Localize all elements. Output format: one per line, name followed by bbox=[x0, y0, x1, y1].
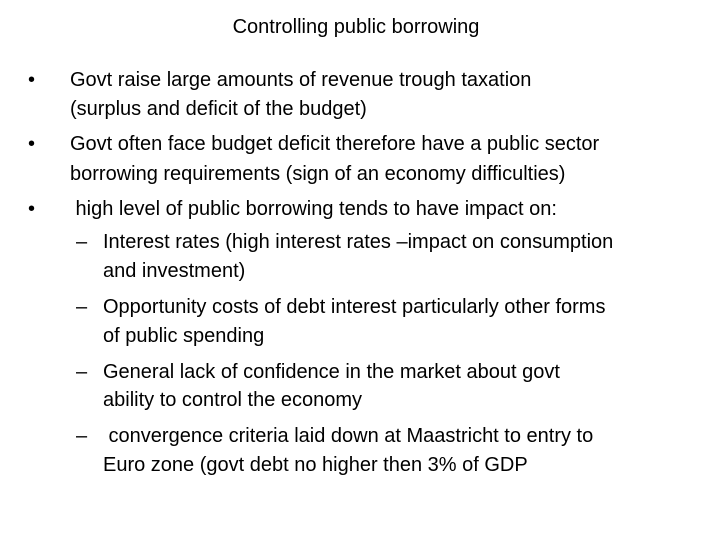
bullet-marker: • bbox=[28, 69, 36, 91]
sub-bullet-text-line: convergence criteria laid down at Maastricht to entry to bbox=[103, 425, 594, 447]
bullet-text-line: Govt raise large amounts of revenue trough taxation bbox=[70, 69, 532, 91]
sub-bullet-marker: – bbox=[76, 231, 88, 253]
sub-bullet-text-line: ability to control the economy bbox=[103, 389, 363, 411]
sub-bullet-text-line: General lack of confidence in the market about govt bbox=[103, 361, 560, 383]
sub-bullet-text-line: of public spending bbox=[103, 325, 265, 347]
sub-bullet-marker: – bbox=[76, 425, 88, 447]
slide-title: Controlling public borrowing bbox=[232, 16, 480, 38]
bullet-text-line: borrowing requirements (sign of an economy difficulties) bbox=[70, 163, 566, 185]
sub-bullet-text-line: Interest rates (high interest rates –impact on consumption bbox=[103, 231, 614, 253]
bullet-marker: • bbox=[28, 133, 36, 155]
sub-bullet-marker: – bbox=[76, 361, 88, 383]
sub-bullet-text-line: Opportunity costs of debt interest particularly other forms bbox=[103, 296, 606, 318]
sub-bullet-text-line: Euro zone (govt debt no higher then 3% of GDP bbox=[103, 454, 528, 476]
bullet-text-line: high level of public borrowing tends to have impact on: bbox=[70, 198, 557, 220]
sub-bullet-text-line: and investment) bbox=[103, 260, 246, 282]
bullet-marker: • bbox=[28, 198, 36, 220]
sub-bullet-marker: – bbox=[76, 296, 88, 318]
bullet-text-line: Govt often face budget deficit therefore have a public sector bbox=[70, 133, 600, 155]
bullet-text-line: (surplus and deficit of the budget) bbox=[70, 98, 367, 120]
